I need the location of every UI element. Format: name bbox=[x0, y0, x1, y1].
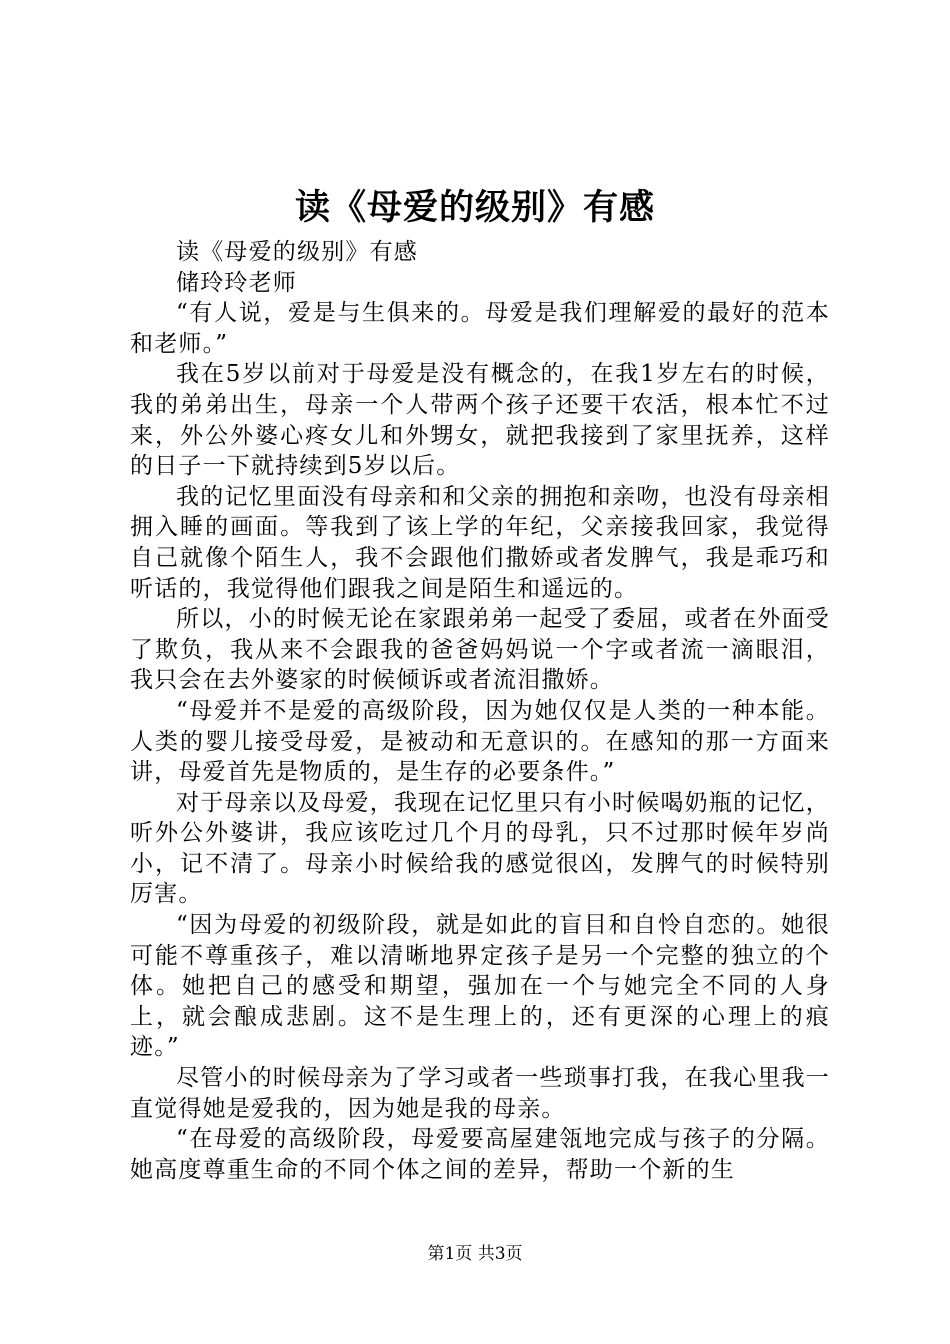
document-body bbox=[130, 237, 830, 1185]
paragraph: 我在5岁以前对于母爱是没有概念的，在我1岁左右的时候，我的弟弟出生，母亲一个人带两个孩子还要干农活，根本忙不过来，外公外婆心疼女儿和外甥女，就把我接到了家里抚养，这样的日子一下就持续到5岁以后。 bbox=[130, 361, 830, 480]
paragraph: “在母爱的高级阶段，母爱要高屋建瓴地完成与孩子的分隔。她高度尊重生命的不同个体之间的差异，帮助一个新的生 bbox=[130, 1126, 830, 1183]
page-footer: 第1页 共3页 bbox=[427, 1244, 523, 1264]
paragraph: “有人说，爱是与生俱来的。母爱是我们理解爱的最好的范本和老师。” bbox=[130, 300, 830, 357]
paragraph: 所以，小的时候无论在家跟弟弟一起受了委屈，或者在外面受了欺负，我从来不会跟我的爸爸妈妈说一个字或者流一滴眼泪，我只会在去外婆家的时候倾诉或者流泪撒娇。 bbox=[130, 606, 830, 694]
paragraph: 对于母亲以及母爱，我现在记忆里只有小时候喝奶瓶的记忆，听外公外婆讲，我应该吃过几个月的母乳，只不过那时候年岁尚小，记不清了。母亲小时候给我的感觉很凶，发脾气的时候特别厉害。 bbox=[130, 789, 830, 908]
paragraph: 我的记忆里面没有母亲和和父亲的拥抱和亲吻，也没有母亲相拥入睡的画面。等我到了该上学的年纪，父亲接我回家，我觉得自己就像个陌生人，我不会跟他们撒娇或者发脾气，我是乖巧和听话的，我觉得他们跟我之间是陌生和遥远的。 bbox=[130, 483, 830, 602]
paragraph: 尽管小的时候母亲为了学习或者一些琐事打我，在我心里我一直觉得她是爱我的，因为她是我的母亲。 bbox=[130, 1065, 830, 1122]
paragraph-subtitle: 读《母爱的级别》有感 bbox=[176, 239, 418, 265]
page-title: 读《母爱的级别》有感 bbox=[294, 187, 655, 228]
paragraph-author: 储玲玲老师 bbox=[176, 269, 297, 296]
paragraph: “母爱并不是爱的高级阶段，因为她仅仅是人类的一种本能。人类的婴儿接受母爱，是被动和无意识的。在感知的那一方面来讲，母爱首先是物质的，是生存的必要条件。” bbox=[130, 697, 830, 786]
paragraph: “因为母爱的初级阶段，就是如此的盲目和自怜自恋的。她很可能不尊重孩子，难以清晰地界定孩子是另一个完整的独立的个体。她把自己的感受和期望，强加在一个与她完全不同的人身上，就会酿成悲剧。这不是生理上的，还有更深的心理上的痕迹。” bbox=[130, 912, 830, 1061]
